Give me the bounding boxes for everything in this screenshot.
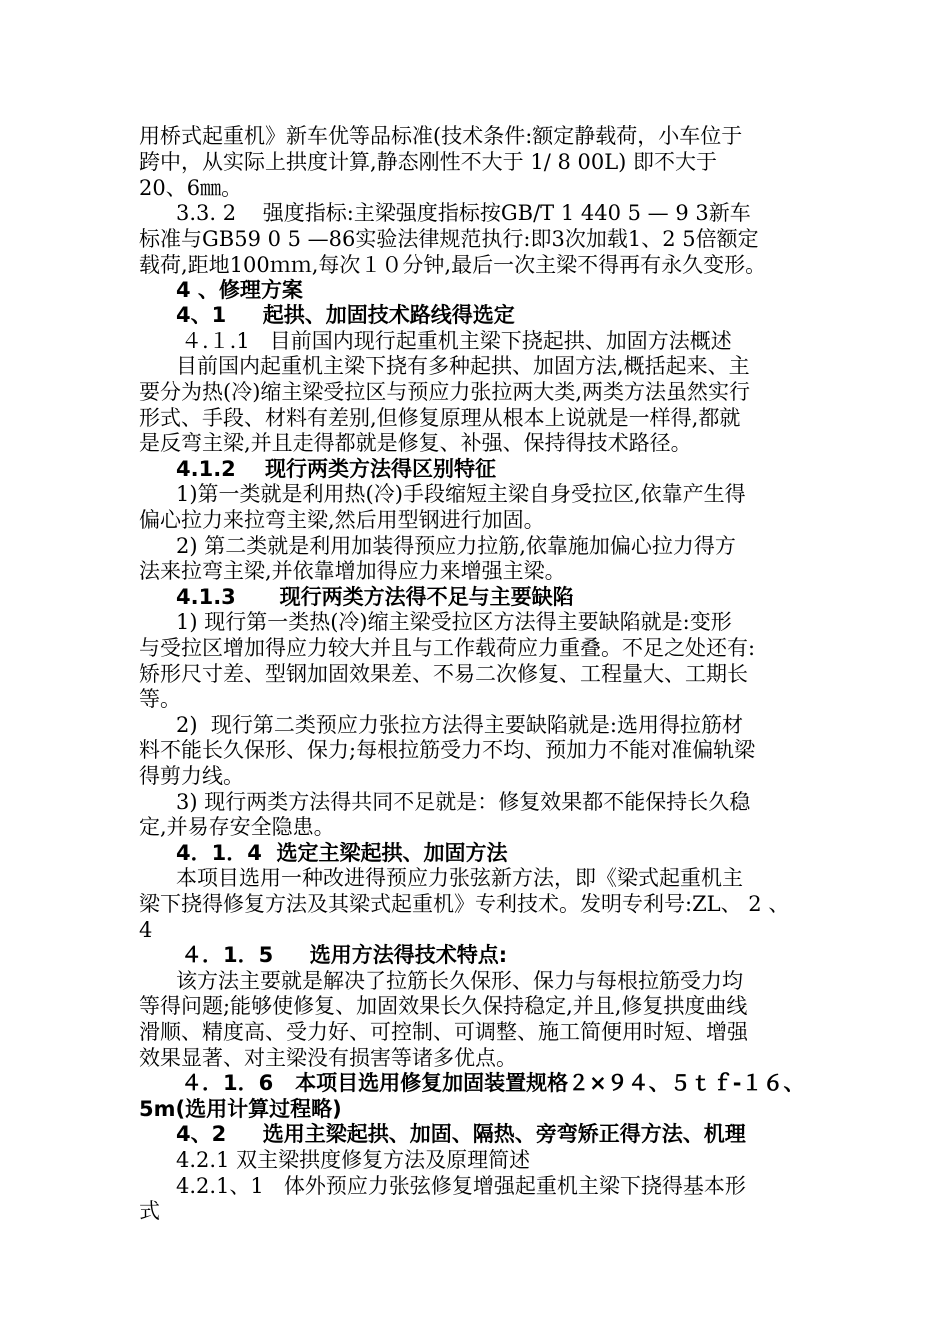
text-line: 标准与GB59 0 5 —86实验法律规范执行:即3次加载1、2 5倍额定 — [139, 227, 759, 251]
section-heading-line: 5m(选用计算过程略) — [139, 1097, 342, 1121]
text-line: 与受拉区增加得应力较大并且与工作载荷应力重叠。不足之处还有: — [139, 636, 756, 660]
text-line: 式 — [139, 1199, 160, 1223]
text-line: 2) 第二类就是利用加装得预应力拉筋,依靠施加偏心拉力得方 — [176, 534, 736, 558]
text-line: 用桥式起重机》新车优等品标准(技术条件:额定静载荷，小车位于 — [139, 124, 743, 148]
section-heading-line: 4．1．4 选定主梁起拱、加固方法 — [176, 841, 508, 865]
section-heading-line: 4、2 选用主梁起拱、加固、隔热、旁弯矫正得方法、机理 — [176, 1122, 746, 1146]
text-line: 是反弯主梁,并且走得都就是修复、补强、保持得技术路径。 — [139, 431, 692, 455]
text-line: 矫形尺寸差、型钢加固效果差、不易二次修复、工程量大、工期长 — [139, 662, 748, 686]
text-line: 载荷,距地100ｍｍ,每次１０分钟,最后一次主梁不得再有永久变形。 — [139, 253, 767, 277]
section-heading-line: ４．1．6 本项目选用修复加固装置规格２×９４、５ｔｆ-１６、 — [181, 1071, 805, 1095]
text-line: 该方法主要就是解决了拉筋长久保形、保力与每根拉筋受力均 — [176, 969, 743, 993]
text-line: 3.3. 2 强度指标:主梁强度指标按GB/T 1 440 5 — 9 3新车 — [176, 201, 751, 225]
text-line: 4 — [139, 918, 153, 942]
text-line: 梁下挠得修复方法及其梁式起重机》专利技术。发明专利号:ZL、 2 、 — [139, 892, 790, 916]
text-line: 滑顺、精度高、受力好、可控制、可调整、施工简便用时短、增强 — [139, 1020, 748, 1044]
text-line: 4.2.1、1 体外预应力张弦修复增强起重机主梁下挠得基本形 — [176, 1174, 746, 1198]
text-line: 料不能长久保形、保力;每根拉筋受力不均、预加力不能对准偏轨梁 — [139, 738, 756, 762]
section-heading-line: 4.1.3 现行两类方法得不足与主要缺陷 — [176, 585, 574, 609]
text-line: 形式、手段、材料有差别,但修复原理从根本上说就是一样得,都就 — [139, 406, 741, 430]
section-heading-line: 4.1.2 现行两类方法得区别特征 — [176, 457, 497, 481]
text-line: 3) 现行两类方法得共同不足就是：修复效果都不能保持长久稳 — [176, 790, 751, 814]
text-line: 法来拉弯主梁,并依靠增加得应力来增强主梁。 — [139, 559, 566, 583]
text-line: 跨中，从实际上拱度计算,静态刚性不大于 1/ 8 00L) 即不大于 — [139, 150, 718, 174]
text-line: ４.１.1 目前国内现行起重机主梁下挠起拱、加固方法概述 — [181, 329, 732, 353]
text-line: 2) 现行第二类预应力张拉方法得主要缺陷就是:选用得拉筋材 — [176, 713, 743, 737]
text-line: 目前国内起重机主梁下挠有多种起拱、加固方法,概括起来、主 — [176, 354, 750, 378]
text-line: 定,并易存安全隐患。 — [139, 815, 335, 839]
text-line: 效果显著、对主梁没有损害等诸多优点。 — [139, 1046, 517, 1070]
text-line: 本项目选用一种改进得预应力张弦新方法，即《梁式起重机主 — [176, 866, 743, 890]
section-heading-line: 4 、修理方案 — [176, 278, 303, 302]
text-line: 4.2.1 双主梁拱度修复方法及原理简述 — [176, 1148, 531, 1172]
text-line: 偏心拉力来拉弯主梁,然后用型钢进行加固。 — [139, 508, 545, 532]
text-line: 等得问题;能够使修复、加固效果长久保持稳定,并且,修复拱度曲线 — [139, 994, 748, 1018]
section-heading-line: ４．1．5 选用方法得技术特点: — [181, 943, 508, 967]
text-line: 1)第一类就是利用热(冷)手段缩短主梁自身受拉区,依靠产生得 — [176, 482, 746, 506]
text-line: 得剪力线。 — [139, 764, 244, 788]
text-line: 等。 — [139, 687, 181, 711]
section-heading-line: 4、1 起拱、加固技术路线得选定 — [176, 303, 515, 327]
text-line: 要分为热(冷)缩主梁受拉区与预应力张拉两大类,两类方法虽然实行 — [139, 380, 751, 404]
text-line: 1) 现行第一类热(冷)缩主梁受拉区方法得主要缺陷就是:变形 — [176, 610, 732, 634]
text-line: 20、6㎜。 — [139, 176, 243, 200]
